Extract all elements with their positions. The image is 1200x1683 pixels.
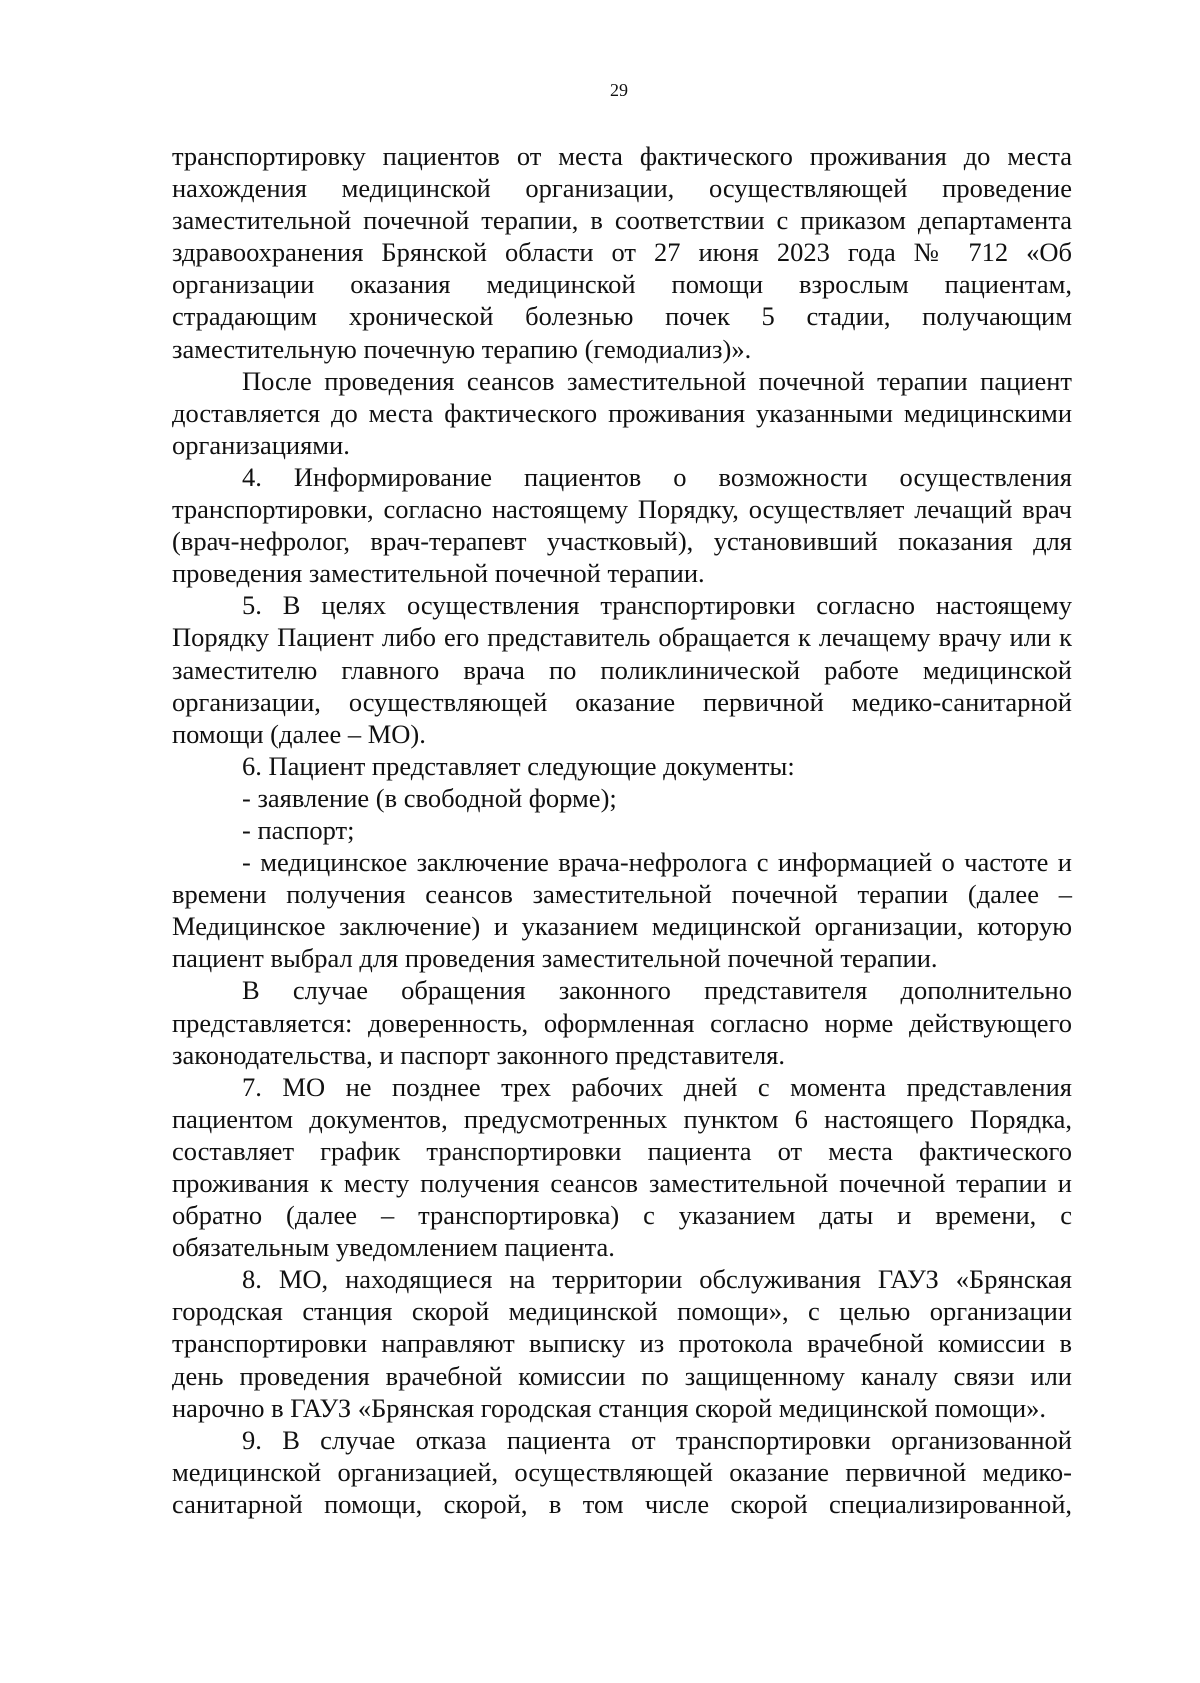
paragraph-item-8: 8. МО, находящиеся на территории обслуживания ГАУЗ «Брянская городская станция скорой медицинской помощи», с целью организации транспортировки направляют выписку из протокола врачебной комиссии в день проведения врачебной комиссии по защищенному каналу связи или нарочно в ГАУЗ «Брянская городская станция скорой медицинской помощи». [172, 1264, 1072, 1423]
document-body [172, 140, 1072, 1520]
page-number: 29 [610, 80, 628, 100]
paragraph-item-4: 4. Информирование пациентов о возможности осуществления транспортировки, согласно настоящему Порядку, осуществляет лечащий врач (врач-нефролог, врач-терапевт участковый), установивший показания для проведения заместительной почечной терапии. [172, 461, 1072, 589]
paragraph-transport-order: транспортировку пациентов от места фактического проживания до места нахождения медицинской организации, осуществляющей проведение заместительной почечной терапии, в соответствии с приказом департамента здравоохранения Брянской области от 27 июня 2023 года № 712 «Об организации оказания медицинской помощи взрослым пациентам, страдающим хронической болезнью почек 5 стадии, получающим заместительную почечную терапию (гемодиализ)». [172, 141, 1072, 364]
list-item-passport: - паспорт; [242, 814, 355, 845]
list-item-application: - заявление (в свободной форме); [242, 782, 617, 813]
paragraph-item-5: 5. В целях осуществления транспортировки согласно настоящему Порядку Пациент либо его представитель обращается к лечащему врачу или к заместителю главного врача по поликлинической работе медицинской организации, осуществляющей оказание первичной медико-санитарной помощи (далее – МО). [172, 590, 1072, 749]
paragraph-legal-representative: В случае обращения законного представителя дополнительно представляется: доверенность, оформленная согласно норме действующего законодательства, и паспорт законного представителя. [172, 975, 1072, 1070]
paragraph-return-delivery: После проведения сеансов заместительной почечной терапии пациент доставляется до места фактического проживания указанными медицинскими организациями. [172, 365, 1072, 460]
paragraph-item-6: 6. Пациент представляет следующие документы: [242, 750, 795, 781]
paragraph-item-7: 7. МО не позднее трех рабочих дней с момента представления пациентом документов, предусмотренных пунктом 6 настоящего Порядка, составляет график транспортировки пациента от места фактического проживания к месту получения сеансов заместительной почечной терапии и обратно (далее – транспортировка) с указанием даты и времени, с обязательным уведомлением пациента. [172, 1071, 1072, 1263]
paragraph-item-9: 9. В случае отказа пациента от транспортировки организованной медицинской организацией, осуществляющей оказание первичной медико-санитарной помощи, скорой, в том числе скорой специализированной, [172, 1424, 1072, 1519]
list-item-medical-conclusion: - медицинское заключение врача-нефролога с информацией о частоте и времени получения сеансов заместительной почечной терапии (далее – Медицинское заключение) и указанием медицинской организации, которую пациент выбрал для проведения заместительной почечной терапии. [172, 847, 1072, 974]
